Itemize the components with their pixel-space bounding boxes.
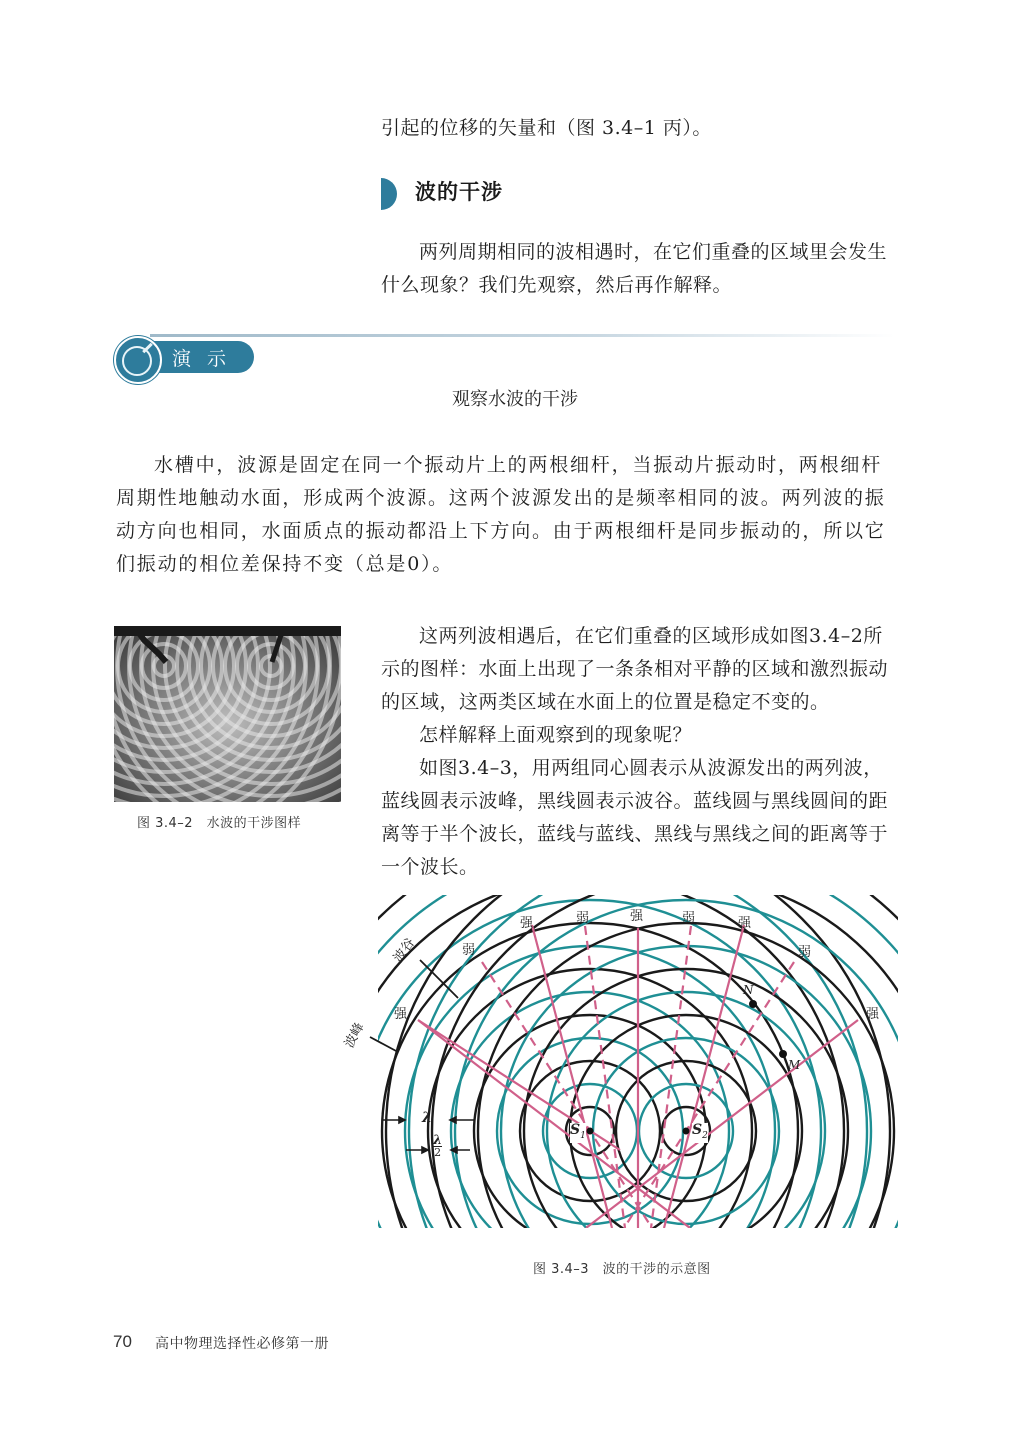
demo-badge-label: 演示 [172, 348, 243, 370]
source1-subscript: 1 [580, 1130, 586, 1141]
magnifier-icon [114, 336, 162, 384]
interference-diagram-graphic [330, 895, 920, 1240]
right-weak-label: 弱 [798, 945, 812, 960]
lambda-label: λ [422, 1110, 432, 1126]
top-label-5: 强 [738, 916, 752, 931]
interference-photo-graphic [114, 626, 341, 802]
demo-divider [150, 334, 895, 337]
crest-label: 波峰 [342, 1020, 368, 1051]
point-n-label: N [743, 983, 754, 997]
demo-badge [150, 341, 254, 373]
left-strong-label: 强 [394, 1007, 408, 1022]
page-number: 70 [113, 1332, 132, 1351]
top-label-4: 弱 [682, 911, 696, 926]
source1-point [587, 1128, 594, 1135]
half-lambda-denominator: 2 [434, 1146, 442, 1159]
top-label-2: 弱 [576, 911, 590, 926]
point-n [749, 1000, 757, 1008]
top-label-3: 强 [630, 909, 644, 924]
section-paragraph: 两列周期相同的波相遇时，在它们重叠的区域里会发生什么现象？我们先观察，然后再作解释。 [381, 241, 888, 296]
source2-label [692, 1123, 708, 1143]
source2-subscript: 2 [702, 1130, 708, 1141]
explanation-block [381, 620, 897, 884]
demo-paragraph: 水槽中，波源是固定在同一个振动片上的两根细杆，当振动片振动时，两根细杆周期性地触动水面，形成两个波源。这两个波源发出的是频率相同的波。两列波的振动方向也相同，水面质点的振动都沿上下方向。由于两根细杆是同步振动的，所以它们振动的相位差保持不变（总是0）。 [116, 454, 886, 575]
half-lambda-numerator: λ [433, 1133, 443, 1148]
source1-letter: S [570, 1122, 581, 1138]
lens-shape [122, 346, 152, 376]
half-lambda-label [433, 1135, 442, 1158]
demo-title: 观察水波的干涉 [452, 389, 578, 410]
point-m [779, 1050, 787, 1058]
left-weak-label: 弱 [462, 943, 476, 958]
section-title: 波的干涉 [415, 180, 503, 204]
water-wave-interference-photo [114, 626, 341, 802]
figure-3-4-3-caption: 图 3.4–3 波的干涉的示意图 [533, 1262, 711, 1277]
right-strong-label: 强 [866, 1007, 880, 1022]
source2-point [683, 1128, 690, 1135]
figure-3-4-2-caption: 图 3.4–2 水波的干涉图样 [137, 816, 302, 831]
point-m-label: M [788, 1058, 801, 1072]
source2-letter: S [692, 1122, 703, 1138]
trough-label: 波谷 [391, 935, 419, 966]
explanation-p2: 怎样解释上面观察到的现象呢？ [419, 724, 693, 746]
explanation-p3: 如图3.4–3，用两组同心圆表示从波源发出的两列波，蓝线圆表示波峰，黑线圆表示波谷。蓝线圆与黑线圆间的距离等于半个波长，蓝线与蓝线、黑线与黑线之间的距离等于一个波长。 [381, 757, 889, 878]
section-marker-icon [381, 178, 397, 210]
intro-line: 引起的位移的矢量和（图 3.4–1 丙）。 [381, 117, 712, 139]
source1-label [570, 1123, 586, 1143]
book-title: 高中物理选择性必修第一册 [155, 1336, 329, 1352]
explanation-p1: 这两列波相遇后，在它们重叠的区域形成如图3.4–2所示的图样：水面上出现了一条条相对平静的区域和激烈振动的区域，这两类区域在水面上的位置是稳定不变的。 [381, 625, 889, 713]
top-label-1: 强 [520, 916, 534, 931]
wave-interference-diagram [330, 895, 920, 1240]
